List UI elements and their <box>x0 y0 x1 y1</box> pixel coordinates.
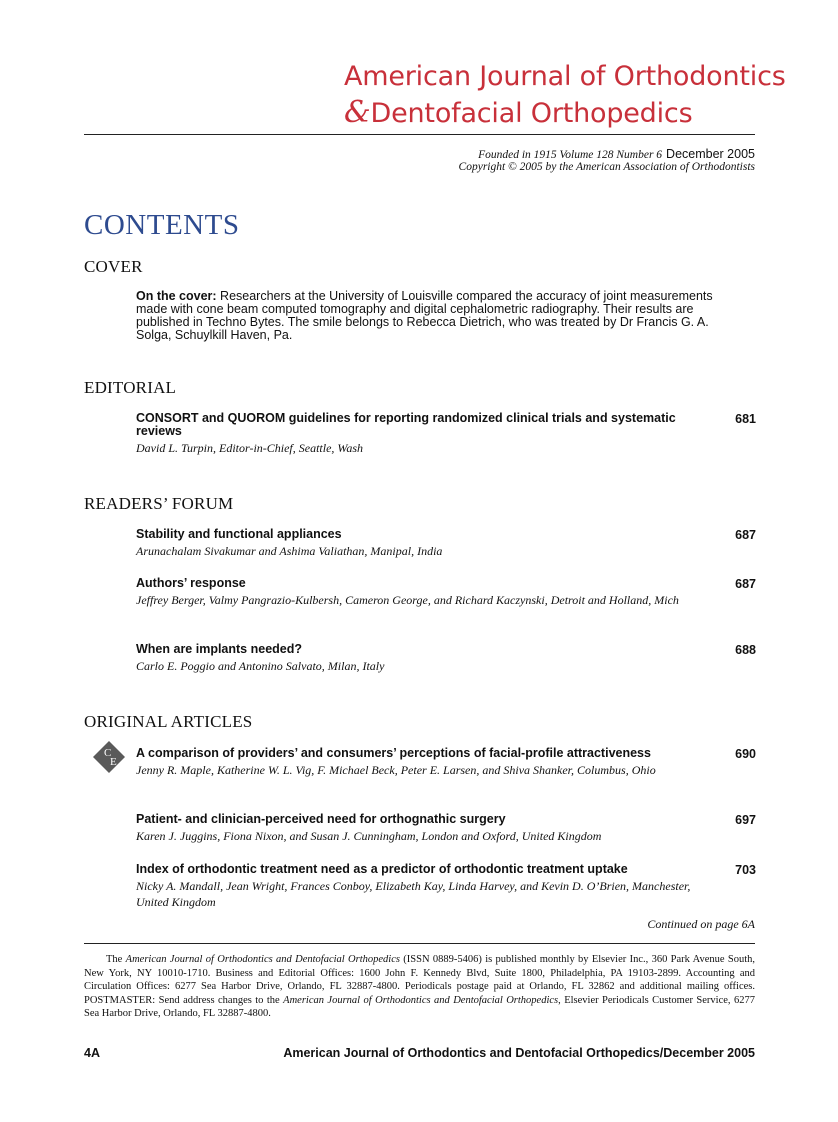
toc-entry[interactable] <box>136 412 756 456</box>
notice-journal-2: American Journal of Orthodontics and Dentofacial Orthopedics <box>283 994 559 1006</box>
masthead-rule <box>84 134 755 135</box>
article-page-number: 688 <box>735 643 756 657</box>
article-authors: Nicky A. Mandall, Jean Wright, Frances Conboy, Elizabeth Kay, Linda Harvey, and Kevin D. O’Brien, Manchester, United Kingdom <box>136 879 691 909</box>
toc-entry[interactable] <box>136 747 756 778</box>
cover-text: Researchers at the University of Louisville compared the accuracy of joint measurements made with cone beam computed tomography and digital cephalometric radiography. Their results are published in Techno Bytes. The smile belongs to Rebecca Dietrich, who was treated by Dr Francis G. A. Solga, Schuylkill Haven, Pa. <box>136 289 713 342</box>
running-footer: American Journal of Orthodontics and Dentofacial Orthopedics/December 2005 <box>283 1046 755 1060</box>
article-page-number: 697 <box>735 813 756 827</box>
publication-notice <box>84 953 755 1021</box>
journal-masthead-line2 <box>344 95 692 130</box>
copyright-line: Copyright © 2005 by the American Association of Orthodontists <box>458 161 755 173</box>
footer-rule <box>84 943 755 944</box>
article-title[interactable]: A comparison of providers’ and consumers’ perceptions of facial-profile attractiveness <box>136 746 651 760</box>
article-page-number: 687 <box>735 577 756 591</box>
toc-entry[interactable] <box>136 813 756 844</box>
continued-note: Continued on page 6A <box>647 917 755 931</box>
notice-part2: , Elsevier Periodicals Customer Service, 6277 Sea Harbor Drive, Orlando, FL 32887-4800. <box>84 994 755 1019</box>
article-title[interactable]: When are implants needed? <box>136 642 303 656</box>
article-title[interactable]: Stability and functional appliances <box>136 527 342 541</box>
article-authors: Carlo E. Poggio and Antonino Salvato, Milan, Italy <box>136 659 385 673</box>
issue-info <box>478 147 755 161</box>
toc-entry[interactable] <box>136 577 756 608</box>
section-heading-editorial: EDITORIAL <box>84 378 177 397</box>
section-heading-readers-forum: READERS’ FORUM <box>84 494 234 513</box>
issue-date: December 2005 <box>666 147 755 161</box>
article-authors: David L. Turpin, Editor-in-Chief, Seattle, Wash <box>136 441 363 455</box>
notice-journal: American Journal of Orthodontics and Dentofacial Orthopedics <box>125 954 400 965</box>
article-authors: Jenny R. Maple, Katherine W. L. Vig, F. Michael Beck, Peter E. Larsen, and Shiva Shanker, Columbus, Ohio <box>136 763 656 777</box>
cover-description <box>136 290 716 342</box>
article-authors: Karen J. Juggins, Fiona Nixon, and Susan J. Cunningham, London and Oxford, United Kingdom <box>136 829 602 843</box>
section-heading-original-articles: ORIGINAL ARTICLES <box>84 712 253 731</box>
cover-label: On the cover: <box>136 289 217 303</box>
journal-masthead-line1: American Journal of Orthodontics <box>344 61 786 92</box>
page-title: CONTENTS <box>84 209 240 241</box>
article-title[interactable]: Patient- and clinician-perceived need for orthognathic surgery <box>136 812 506 826</box>
ce-credit-icon <box>92 740 126 774</box>
article-page-number: 703 <box>735 863 756 877</box>
page-number: 4A <box>84 1046 100 1060</box>
article-page-number: 690 <box>735 747 756 761</box>
toc-entry[interactable] <box>136 528 756 559</box>
article-title[interactable]: Index of orthodontic treatment need as a predictor of orthodontic treatment uptake <box>136 862 628 876</box>
section-heading-cover: COVER <box>84 257 143 276</box>
ce-badge-e: E <box>110 756 117 768</box>
masthead-ampersand: & <box>344 95 371 130</box>
toc-entry[interactable] <box>136 643 756 674</box>
article-title[interactable]: CONSORT and QUOROM guidelines for reporting randomized clinical trials and systematic reviews <box>136 411 676 438</box>
article-page-number: 681 <box>735 412 756 426</box>
article-page-number: 687 <box>735 528 756 542</box>
article-authors: Arunachalam Sivakumar and Ashima Valiathan, Manipal, India <box>136 544 443 558</box>
notice-lead: The <box>106 954 126 965</box>
article-title[interactable]: Authors’ response <box>136 576 246 590</box>
founded-volume-number: Founded in 1915 Volume 128 Number 6 <box>478 149 663 161</box>
ce-badge-c: C <box>104 747 112 759</box>
masthead-line2-text: Dentofacial Orthopedics <box>370 98 693 129</box>
toc-entry[interactable] <box>136 863 756 910</box>
article-authors: Jeffrey Berger, Valmy Pangrazio-Kulbersh, Cameron George, and Richard Kaczynski, Detroit and Holland, Mich <box>136 593 679 607</box>
notice-part1: (ISSN 0889-5406) is published monthly by Elsevier Inc., 360 Park Avenue South, New York, NY 10010-1710. Business and Editorial Offices: 1600 John F. Kennedy Blvd, Suite 1800, Philadelphia, PA 19103-2899. Accounting and Circulation Offices: 6277 Sea Harbor Drive, Orlando, FL 32887-4800. Periodicals postage paid at Orlando, FL 32862 and additional mailing offices. POSTMASTER: Send address changes to the <box>84 954 755 1006</box>
